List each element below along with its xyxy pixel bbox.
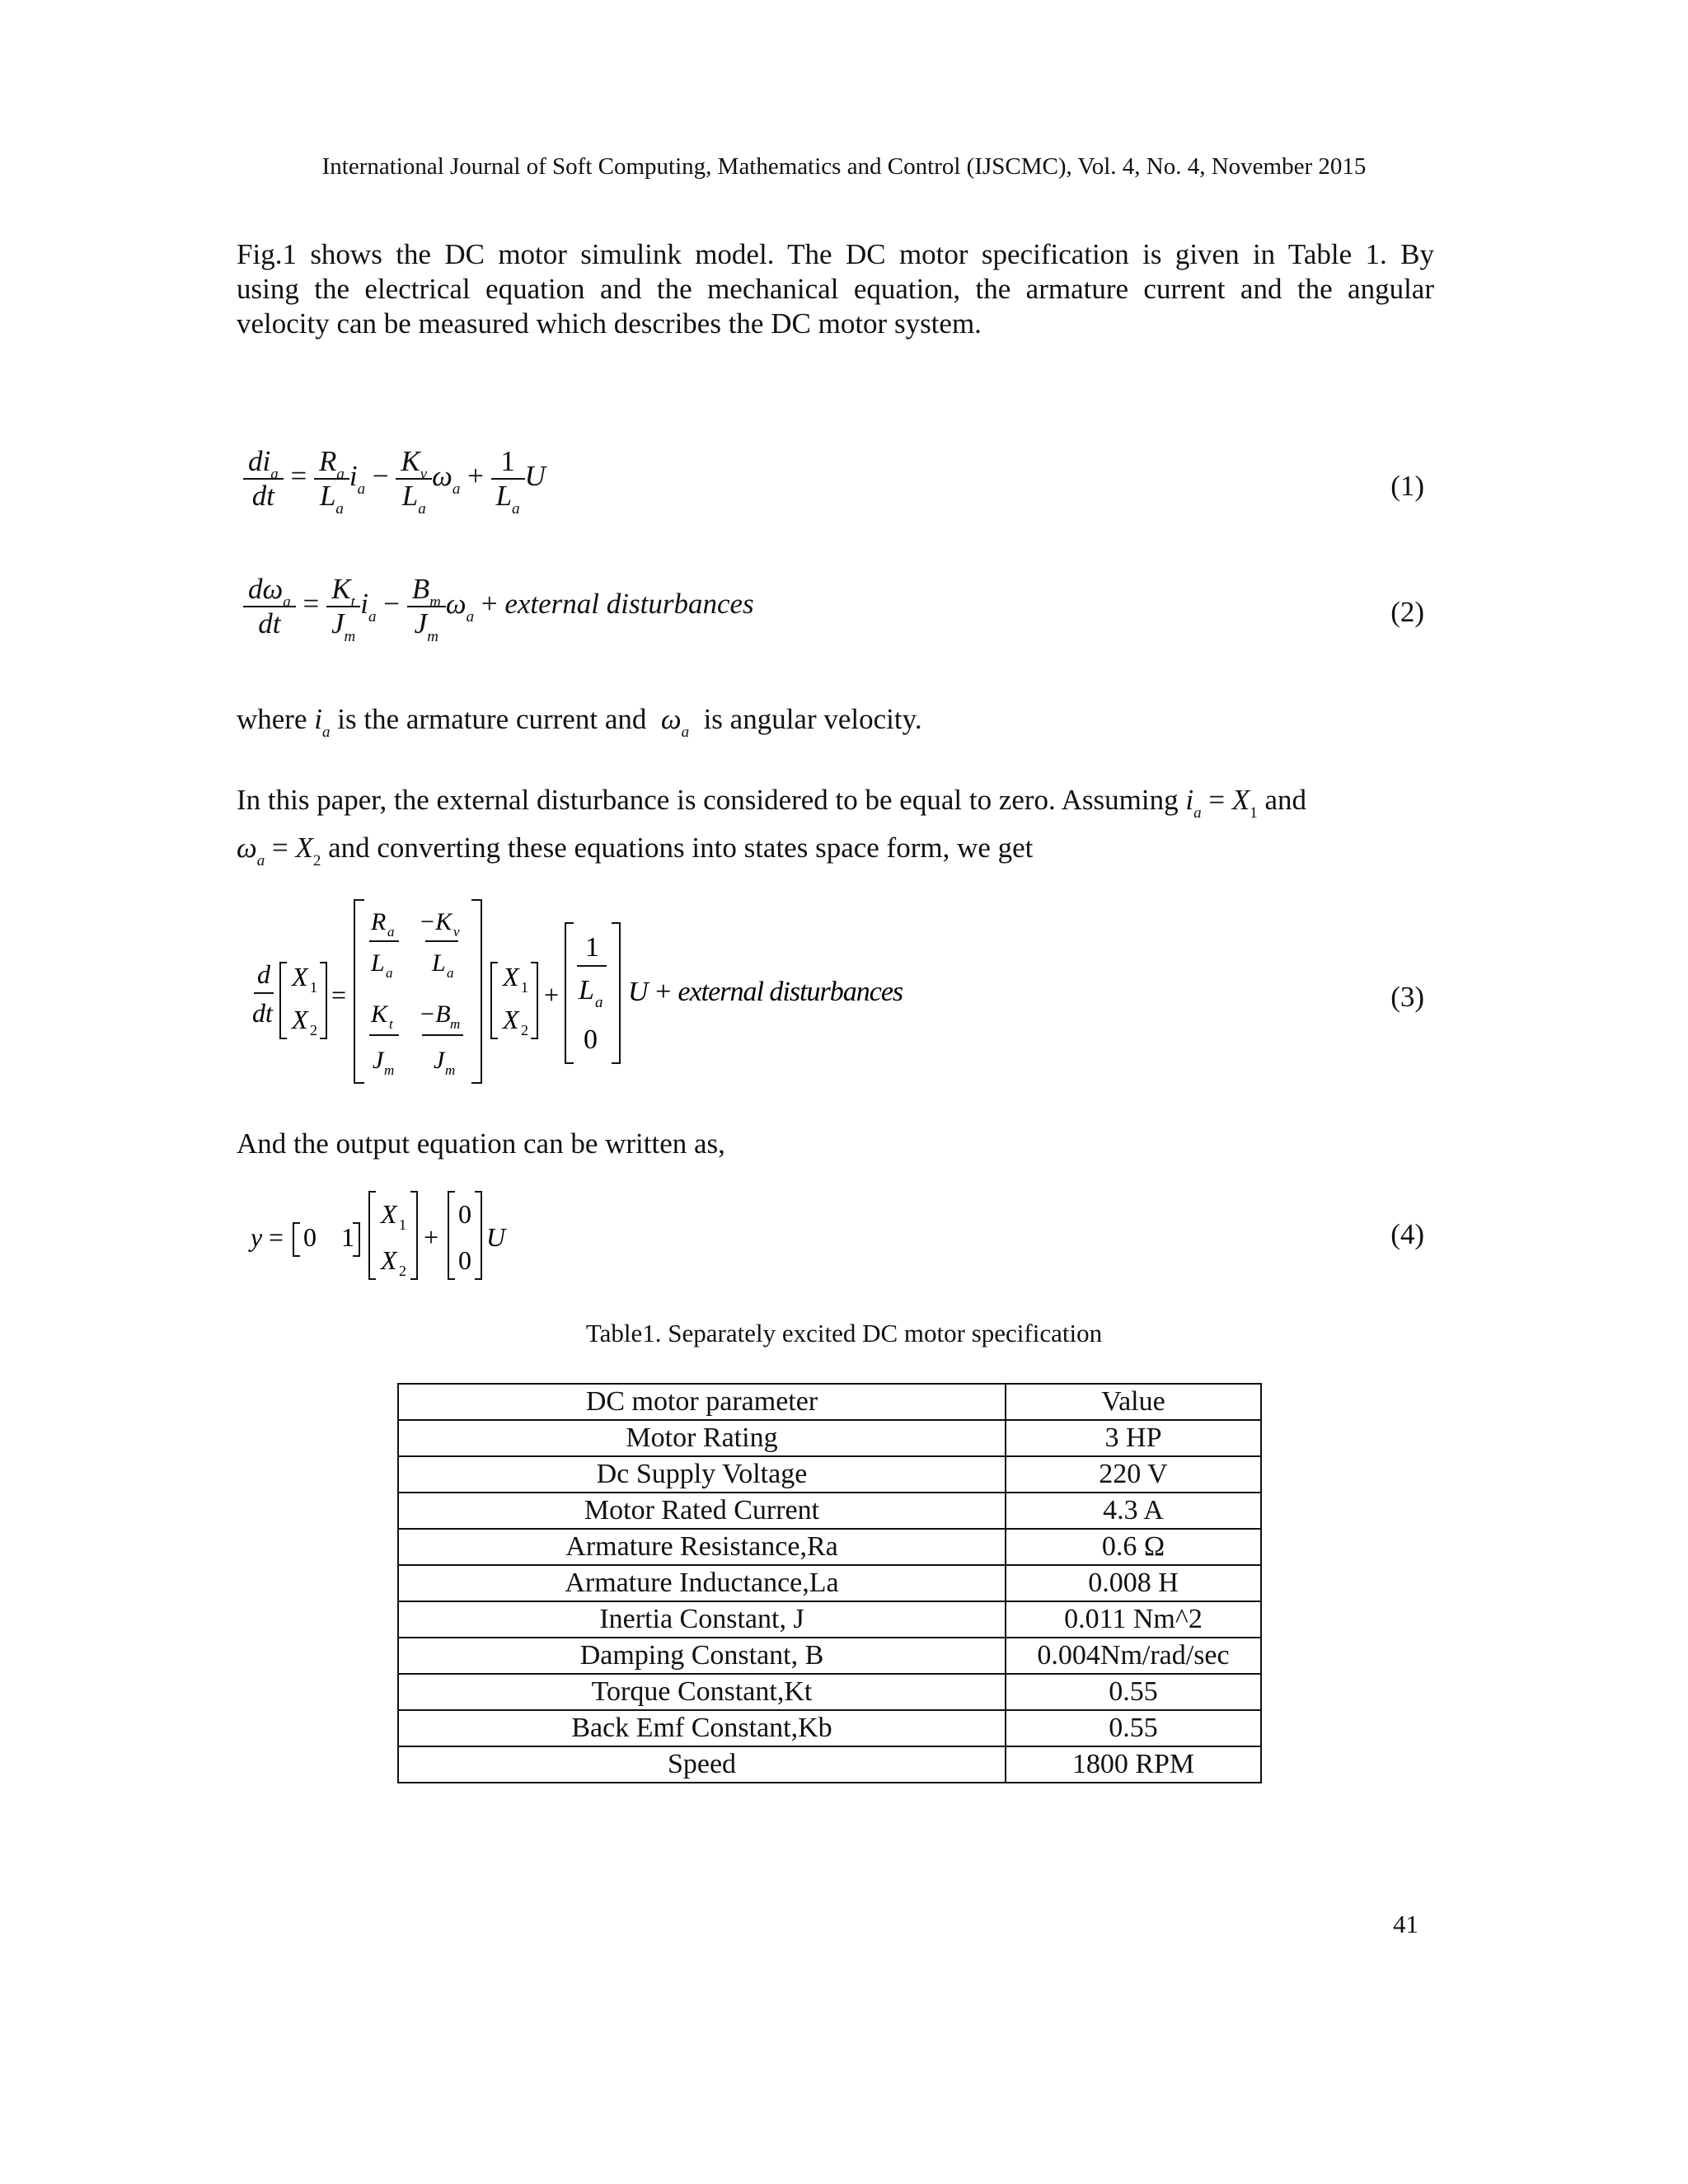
svg-text:0: 0	[303, 1222, 316, 1252]
svg-text:0: 0	[458, 1199, 471, 1229]
parameter-cell: Speed	[398, 1746, 1006, 1783]
svg-text:X: X	[503, 962, 519, 991]
parameter-cell: Back Emf Constant,Kb	[398, 1710, 1006, 1746]
value-cell: 0.004Nm/rad/sec	[1006, 1638, 1261, 1674]
parameter-cell: Armature Resistance,Ra	[398, 1529, 1006, 1565]
svg-text:m: m	[445, 1062, 456, 1078]
table-row	[398, 1456, 1261, 1493]
table-header-value: Value	[1006, 1384, 1261, 1420]
svg-text:−B: −B	[419, 1001, 451, 1028]
svg-text:−K: −K	[419, 908, 452, 935]
svg-text:a: a	[387, 924, 395, 940]
table-row	[398, 1529, 1261, 1565]
svg-text:L: L	[371, 949, 385, 977]
value-cell: 220 V	[1006, 1456, 1261, 1493]
svg-text:2: 2	[310, 1022, 317, 1038]
svg-text:m: m	[450, 1016, 461, 1032]
assumption-paragraph	[237, 783, 1434, 870]
assumption-line-2-text: and converting these equations into states space form, we get	[328, 832, 1034, 864]
state-space-equation-svg	[247, 898, 903, 1088]
where-line: where $i_a$ is the armature current and $\omega_a$ is angular velocity.	[237, 703, 922, 741]
svg-text:2: 2	[399, 1263, 406, 1279]
svg-text:X: X	[292, 962, 308, 991]
svg-text:J: J	[373, 1047, 384, 1074]
where-suffix: is angular velocity.	[703, 703, 922, 735]
svg-text:2: 2	[521, 1022, 528, 1038]
svg-text:J: J	[434, 1047, 445, 1074]
intro-line-3: velocity can be measured which describes the DC motor system.	[237, 307, 982, 340]
table-row	[398, 1746, 1261, 1783]
svg-text:=: =	[269, 1222, 284, 1252]
value-cell: 0.55	[1006, 1710, 1261, 1746]
assumption-line-2: $\omega_a = X_2$ and converting these equations into states space form, we get	[237, 832, 1034, 869]
table-row	[398, 1493, 1261, 1529]
equation-3	[247, 898, 903, 1095]
table-header-parameter: DC motor parameter	[398, 1384, 1006, 1420]
equation-1-number: (1)	[1390, 470, 1424, 502]
value-cell: 3 HP	[1006, 1420, 1261, 1456]
where-prefix: where	[237, 703, 307, 735]
svg-text:1: 1	[521, 979, 528, 996]
svg-text:L: L	[432, 949, 446, 977]
parameter-cell: Damping Constant, B	[398, 1638, 1006, 1674]
svg-text:+: +	[544, 980, 560, 1010]
table-row	[398, 1638, 1261, 1674]
table-row	[398, 1710, 1261, 1746]
value-cell: 0.6 Ω	[1006, 1529, 1261, 1565]
svg-text:=: =	[331, 980, 347, 1010]
svg-text:a: a	[447, 965, 454, 981]
intro-line-1: Fig.1 shows the DC motor simulink model. The DC motor specification is given in Table 1. By	[237, 238, 1434, 270]
assumption-line-1-text: In this paper, the external disturbance is considered to be equal to zero. Assuming	[237, 784, 1179, 816]
parameter-cell: Motor Rating	[398, 1420, 1006, 1456]
svg-text:X: X	[292, 1005, 308, 1034]
eq2-disturbance-term: external disturbances	[504, 588, 754, 621]
intro-line-2: using the electrical equation and the mechanical equation, the armature current and the angular	[237, 273, 1434, 305]
table-row	[398, 1674, 1261, 1710]
svg-text:U + external disturbances: U + external disturbances	[628, 977, 903, 1007]
svg-text:0: 0	[458, 1245, 471, 1275]
svg-text:1: 1	[310, 979, 317, 996]
intro-paragraph	[237, 237, 1434, 341]
parameter-cell: Inertia Constant, J	[398, 1601, 1006, 1638]
svg-text:0: 0	[584, 1024, 598, 1055]
where-middle: is the armature current and	[337, 703, 647, 735]
table-header-row	[398, 1384, 1261, 1420]
value-cell: 0.011 Nm^2	[1006, 1601, 1261, 1638]
svg-text:dt: dt	[252, 998, 273, 1028]
assumption-line-1: In this paper, the external disturbance is considered to be equal to zero. Assuming $i_a = X_1$ and	[237, 784, 1306, 822]
table-caption: Table1. Separately excited DC motor specification	[585, 1319, 1103, 1347]
output-equation-intro: And the output equation can be written as,	[237, 1127, 725, 1160]
equation-4-number: (4)	[1390, 1218, 1424, 1250]
table-row	[398, 1420, 1261, 1456]
table-row	[398, 1565, 1261, 1601]
svg-text:t: t	[389, 1016, 393, 1032]
svg-text:m: m	[384, 1062, 395, 1078]
value-cell: 4.3 A	[1006, 1493, 1261, 1529]
svg-text:U: U	[486, 1222, 506, 1252]
journal-header: International Journal of Soft Computing, Mathematics and Control (IJSCMC), Vol. 4, No. 4, November 2015	[321, 153, 1367, 180]
table-row	[398, 1601, 1261, 1638]
svg-text:v: v	[453, 924, 460, 940]
assumption-line-1-end: and	[1264, 784, 1306, 816]
svg-text:1: 1	[585, 932, 599, 963]
svg-text:X: X	[503, 1005, 519, 1034]
svg-text:R: R	[371, 908, 387, 935]
svg-text:a: a	[595, 994, 603, 1011]
svg-text:y: y	[251, 1222, 263, 1252]
equation-3-number: (3)	[1390, 981, 1424, 1013]
equation-2: $\frac{d\omega_a}{dt}$ = $\frac{K_t}{J_m}$ $i_a$ − $\frac{B_m}{J_m}$ $\omega_a$ + external disturbances	[243, 573, 754, 640]
equation-4	[247, 1187, 544, 1290]
value-cell: 0.008 H	[1006, 1565, 1261, 1601]
value-cell: 0.55	[1006, 1674, 1261, 1710]
svg-text:+: +	[424, 1222, 439, 1252]
parameter-cell: Armature Inductance,La	[398, 1565, 1006, 1601]
equation-2-number: (2)	[1390, 596, 1424, 628]
parameter-cell: Dc Supply Voltage	[398, 1456, 1006, 1493]
svg-text:d: d	[257, 959, 270, 989]
parameter-cell: Motor Rated Current	[398, 1493, 1006, 1529]
svg-text:a: a	[386, 965, 393, 981]
svg-text:1: 1	[341, 1222, 354, 1252]
page-number: 41	[1393, 1910, 1418, 1938]
svg-text:L: L	[579, 975, 594, 1005]
value-cell: 1800 RPM	[1006, 1746, 1261, 1783]
output-equation-svg	[247, 1187, 544, 1286]
parameter-cell: Torque Constant,Kt	[398, 1674, 1006, 1710]
equation-1: $\frac{di_a}{dt}$ = $\frac{R_a}{L_a}$ $i_a$ − $\frac{K_v}{L_a}$ $\omega_a$ + $\frac{1}{L_a}$ U	[243, 445, 546, 513]
motor-spec-table	[397, 1383, 1262, 1783]
svg-text:X: X	[381, 1245, 397, 1275]
svg-text:K: K	[371, 1001, 388, 1028]
svg-text:1: 1	[399, 1216, 406, 1233]
svg-text:X: X	[381, 1199, 397, 1229]
